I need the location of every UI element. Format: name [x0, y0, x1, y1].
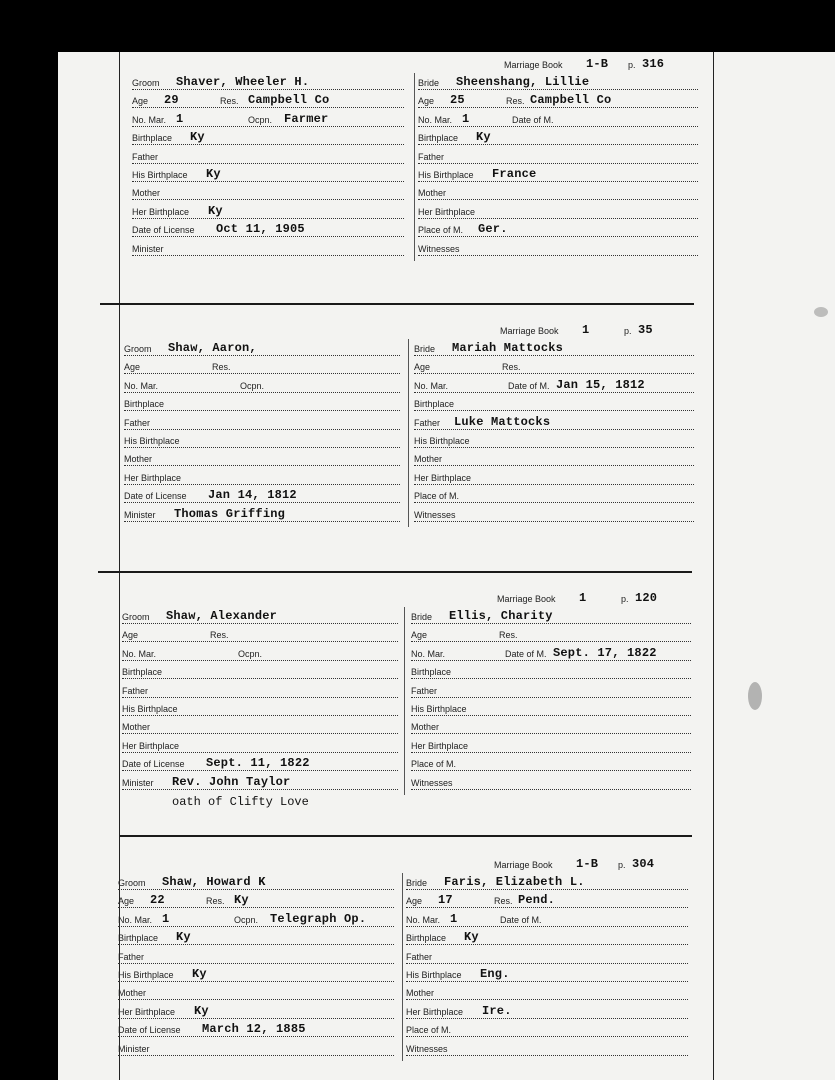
- bride-field-row: [406, 926, 688, 945]
- field-value: Rev. John Taylor: [172, 774, 291, 789]
- groom-field-row: [122, 734, 398, 753]
- marriage-book-label: Marriage Book: [494, 859, 553, 870]
- field-value: Thomas Griffing: [174, 506, 286, 521]
- field-label: Res.: [499, 630, 518, 641]
- bride-field-row: [411, 642, 691, 661]
- bride-field-row: [406, 1018, 688, 1037]
- marriage-book-page: 316: [642, 56, 665, 71]
- groom-field-row: [122, 752, 398, 771]
- card-column-divider: [404, 607, 405, 795]
- field-label: Birthplace: [411, 667, 452, 678]
- marriage-book-header: [500, 319, 690, 337]
- bride-field-row: [411, 623, 691, 642]
- field-label: Groom: [122, 612, 150, 622]
- field-label: Minister: [122, 777, 154, 788]
- bride-field-row: [414, 337, 694, 356]
- field-value: Ky: [176, 930, 191, 945]
- field-label: Res.: [220, 96, 239, 107]
- film-blemish: [814, 307, 828, 317]
- field-value: Luke Mattocks: [454, 414, 551, 429]
- groom-field-row: [122, 623, 398, 642]
- field-value: Campbell Co: [248, 93, 330, 108]
- bride-field-row: [418, 163, 698, 182]
- field-label: Age: [118, 896, 135, 907]
- bride-field-row: [411, 752, 691, 771]
- field-value: Ky: [464, 930, 479, 945]
- bride-field-row: [418, 145, 698, 164]
- field-label: Her Birthplace: [132, 206, 190, 217]
- groom-field-row: [124, 503, 400, 522]
- field-label: Res.: [494, 896, 513, 907]
- field-label: Date of License: [118, 1025, 181, 1036]
- groom-field-row: [118, 889, 394, 908]
- field-label: No. Mar.: [124, 380, 159, 391]
- field-value: Mariah Mattocks: [452, 341, 564, 355]
- bride-field-row: [406, 889, 688, 908]
- marriage-book-label: Marriage Book: [500, 325, 559, 336]
- field-value: Ger.: [478, 222, 508, 237]
- bride-field-row: [418, 218, 698, 237]
- field-label: Father: [122, 685, 149, 696]
- field-label: Birthplace: [122, 667, 163, 678]
- bride-field-row: [414, 355, 694, 374]
- groom-field-row: [124, 337, 400, 356]
- groom-field-row: [122, 679, 398, 698]
- field-label: Witnesses: [406, 1043, 448, 1054]
- bride-field-row: [406, 1037, 688, 1056]
- groom-field-row: [122, 715, 398, 734]
- bride-field-row: [406, 1000, 688, 1019]
- field-label: Her Birthplace: [118, 1006, 176, 1017]
- marriage-book-number: 1-B: [576, 856, 599, 871]
- field-label: Her Birthplace: [124, 472, 182, 483]
- field-value: Ky: [194, 1003, 209, 1018]
- field-value: Ellis, Charity: [449, 609, 553, 623]
- marriage-book-page: 120: [635, 590, 658, 605]
- field-value: Sept. 11, 1822: [206, 756, 310, 771]
- field-label: Birthplace: [414, 399, 455, 410]
- field-label: Place of M.: [418, 225, 464, 236]
- right-edge-line: [713, 52, 714, 1080]
- field-label: No. Mar.: [414, 380, 449, 391]
- groom-field-row: [122, 605, 398, 624]
- field-label: Witnesses: [418, 243, 460, 254]
- page-label: p.: [618, 859, 626, 870]
- field-label: His Birthplace: [414, 436, 470, 446]
- bride-field-row: [414, 411, 694, 430]
- bride-field-row: [418, 237, 698, 256]
- groom-field-row: [132, 108, 404, 127]
- groom-field-row: [118, 981, 394, 1000]
- groom-field-row: [132, 218, 404, 237]
- field-label: Place of M.: [411, 759, 457, 770]
- field-value: Faris, Elizabeth L.: [444, 875, 585, 889]
- field-label: Date of M.: [505, 648, 547, 659]
- bride-field-row: [418, 126, 698, 145]
- groom-field-row: [132, 145, 404, 164]
- groom-field-row: [124, 484, 400, 503]
- bride-field-row: [414, 503, 694, 522]
- bride-field-row: [411, 771, 691, 790]
- card-column-divider: [414, 73, 415, 261]
- bride-field-row: [414, 466, 694, 485]
- field-label: Age: [414, 362, 431, 373]
- field-label: Her Birthplace: [411, 740, 469, 751]
- bride-field-row: [414, 484, 694, 503]
- field-label: Mother: [411, 722, 440, 733]
- field-label: Place of M.: [414, 491, 460, 502]
- field-label: No. Mar.: [411, 648, 446, 659]
- groom-field-row: [124, 466, 400, 485]
- field-label: Date of License: [122, 759, 185, 770]
- microfilm-page: [58, 52, 835, 1080]
- groom-field-row: [132, 89, 404, 108]
- field-label: Birthplace: [406, 933, 447, 944]
- groom-field-row: [132, 181, 404, 200]
- bride-field-row: [414, 429, 694, 448]
- field-label: Place of M.: [406, 1025, 452, 1036]
- field-label: No. Mar.: [406, 914, 441, 925]
- card-column-divider: [408, 339, 409, 527]
- groom-field-row: [118, 1018, 394, 1037]
- field-value: France: [492, 167, 537, 181]
- field-label: Mother: [414, 454, 443, 465]
- field-label: Birthplace: [132, 133, 173, 144]
- field-label: Date of M.: [512, 114, 554, 125]
- field-label: Witnesses: [411, 777, 453, 788]
- field-label: Res.: [212, 362, 231, 373]
- bride-field-row: [414, 374, 694, 393]
- field-label: Bride: [418, 78, 440, 88]
- bride-field-row: [414, 447, 694, 466]
- field-label: No. Mar.: [122, 648, 157, 659]
- field-value: Jan 14, 1812: [208, 488, 297, 503]
- groom-field-row: [118, 963, 394, 982]
- field-label: Res.: [506, 96, 525, 107]
- field-label: Age: [411, 630, 428, 641]
- field-label: No. Mar.: [132, 114, 167, 125]
- field-label: His Birthplace: [418, 170, 474, 180]
- marriage-book-header: [497, 587, 687, 605]
- field-value: Ky: [476, 130, 491, 145]
- field-label: Birthplace: [124, 399, 165, 410]
- groom-field-row: [118, 926, 394, 945]
- groom-field-row: [122, 697, 398, 716]
- field-label: Minister: [118, 1043, 150, 1054]
- field-label: Groom: [124, 344, 152, 354]
- field-label: Mother: [124, 454, 153, 465]
- field-label: Age: [418, 96, 435, 107]
- field-value: 1: [450, 911, 458, 926]
- field-label: Ocpn.: [240, 380, 265, 391]
- groom-field-row: [124, 392, 400, 411]
- field-label: Minister: [124, 509, 156, 520]
- field-label: Age: [406, 896, 423, 907]
- groom-field-row: [124, 447, 400, 466]
- field-value: Ky: [208, 203, 223, 218]
- marriage-book-page: 35: [638, 322, 653, 337]
- groom-field-row: [132, 200, 404, 219]
- field-value: March 12, 1885: [202, 1022, 306, 1037]
- field-label: Her Birthplace: [122, 740, 180, 751]
- card-note: oath of Clifty Love: [172, 795, 309, 809]
- marriage-book-number: 1-B: [586, 56, 609, 71]
- field-label: Res.: [210, 630, 229, 641]
- field-label: Age: [132, 96, 149, 107]
- groom-field-row: [122, 771, 398, 790]
- groom-field-row: [118, 1037, 394, 1056]
- page-label: p.: [624, 325, 632, 336]
- groom-field-row: [118, 1000, 394, 1019]
- card-separator: [98, 571, 692, 573]
- groom-field-row: [118, 908, 394, 927]
- field-value: Ky: [190, 130, 205, 145]
- field-value: 1: [162, 911, 170, 926]
- bride-field-row: [411, 715, 691, 734]
- bride-field-row: [406, 963, 688, 982]
- field-label: Ocpn.: [248, 114, 273, 125]
- field-value: Oct 11, 1905: [216, 222, 305, 237]
- bride-field-row: [418, 200, 698, 219]
- field-label: His Birthplace: [406, 970, 462, 980]
- field-label: No. Mar.: [418, 114, 453, 125]
- bride-field-row: [406, 945, 688, 964]
- field-label: Father: [124, 417, 151, 428]
- bride-field-row: [406, 908, 688, 927]
- field-label: Mother: [418, 188, 447, 199]
- groom-field-row: [132, 71, 404, 90]
- field-value: Shaw, Howard K: [162, 875, 266, 889]
- field-value: Sept. 17, 1822: [553, 645, 657, 660]
- field-label: Father: [411, 685, 438, 696]
- field-label: Res.: [206, 896, 225, 907]
- marriage-book-number: 1: [579, 590, 587, 605]
- marriage-book-header: [504, 53, 694, 71]
- groom-field-row: [124, 429, 400, 448]
- field-value: Farmer: [284, 111, 329, 126]
- groom-field-row: [132, 163, 404, 182]
- field-label: Her Birthplace: [418, 206, 476, 217]
- field-label: Bride: [406, 878, 428, 888]
- marriage-book-number: 1: [582, 322, 590, 337]
- field-label: Father: [406, 951, 433, 962]
- field-label: His Birthplace: [122, 704, 178, 714]
- field-label: Mother: [122, 722, 151, 733]
- bride-field-row: [406, 871, 688, 890]
- bride-field-row: [418, 89, 698, 108]
- field-value: 29: [164, 93, 179, 108]
- field-value: 1: [462, 111, 470, 126]
- groom-field-row: [118, 871, 394, 890]
- field-label: Witnesses: [414, 509, 456, 520]
- bride-field-row: [411, 697, 691, 716]
- page-label: p.: [621, 593, 629, 604]
- field-value: Jan 15, 1812: [556, 377, 645, 392]
- field-label: Father: [132, 151, 159, 162]
- field-label: Her Birthplace: [414, 472, 472, 483]
- field-label: Father: [118, 951, 145, 962]
- field-value: Pend.: [518, 893, 556, 908]
- field-label: Date of License: [132, 225, 195, 236]
- field-value: Shaw, Alexander: [166, 609, 278, 623]
- field-label: Age: [122, 630, 139, 641]
- card-separator: [100, 303, 694, 305]
- field-value: Telegraph Op.: [270, 911, 367, 926]
- field-label: Date of M.: [508, 380, 550, 391]
- bride-field-row: [418, 71, 698, 90]
- marriage-book-label: Marriage Book: [504, 59, 563, 70]
- field-label: Birthplace: [418, 133, 459, 144]
- field-value: Sheenshang, Lillie: [456, 75, 590, 89]
- field-label: Bride: [411, 612, 433, 622]
- bride-field-row: [418, 108, 698, 127]
- field-label: Minister: [132, 243, 164, 254]
- card-column-divider: [402, 873, 403, 1061]
- card-separator: [120, 835, 692, 837]
- field-value: 25: [450, 93, 465, 108]
- field-label: No. Mar.: [118, 914, 153, 925]
- field-label: Date of License: [124, 491, 187, 502]
- field-label: His Birthplace: [118, 970, 174, 980]
- field-label: His Birthplace: [132, 170, 188, 180]
- field-label: Father: [418, 151, 445, 162]
- field-value: Ky: [234, 893, 249, 908]
- marriage-book-header: [494, 853, 684, 871]
- bride-field-row: [411, 660, 691, 679]
- field-label: Res.: [502, 362, 521, 373]
- groom-field-row: [132, 126, 404, 145]
- bride-field-row: [414, 392, 694, 411]
- field-value: Campbell Co: [530, 93, 612, 108]
- groom-field-row: [132, 237, 404, 256]
- field-value: Ky: [206, 167, 221, 181]
- marriage-book-label: Marriage Book: [497, 593, 556, 604]
- field-label: Mother: [132, 188, 161, 199]
- field-label: Groom: [132, 78, 160, 88]
- field-value: Ire.: [482, 1003, 512, 1018]
- field-label: Ocpn.: [238, 648, 263, 659]
- groom-field-row: [122, 642, 398, 661]
- groom-field-row: [124, 355, 400, 374]
- field-value: 1: [176, 111, 184, 126]
- field-value: Ky: [192, 967, 207, 981]
- groom-field-row: [124, 374, 400, 393]
- field-value: Shaver, Wheeler H.: [176, 75, 310, 89]
- page-label: p.: [628, 59, 636, 70]
- groom-field-row: [124, 411, 400, 430]
- field-label: Groom: [118, 878, 146, 888]
- bride-field-row: [411, 679, 691, 698]
- groom-field-row: [122, 660, 398, 679]
- field-label: Her Birthplace: [406, 1006, 464, 1017]
- field-label: Bride: [414, 344, 436, 354]
- bride-field-row: [411, 734, 691, 753]
- field-value: Eng.: [480, 967, 510, 981]
- marriage-book-page: 304: [632, 856, 655, 871]
- field-label: Ocpn.: [234, 914, 259, 925]
- field-value: 17: [438, 893, 453, 908]
- field-label: Mother: [118, 988, 147, 999]
- field-label: His Birthplace: [411, 704, 467, 714]
- field-label: Mother: [406, 988, 435, 999]
- film-blemish: [748, 682, 762, 710]
- field-label: Date of M.: [500, 914, 542, 925]
- field-value: Shaw, Aaron,: [168, 341, 257, 355]
- field-label: Father: [414, 417, 441, 428]
- groom-field-row: [118, 945, 394, 964]
- bride-field-row: [411, 605, 691, 624]
- bride-field-row: [418, 181, 698, 200]
- bride-field-row: [406, 981, 688, 1000]
- field-label: Age: [124, 362, 141, 373]
- field-label: His Birthplace: [124, 436, 180, 446]
- field-value: 22: [150, 893, 165, 908]
- field-label: Birthplace: [118, 933, 159, 944]
